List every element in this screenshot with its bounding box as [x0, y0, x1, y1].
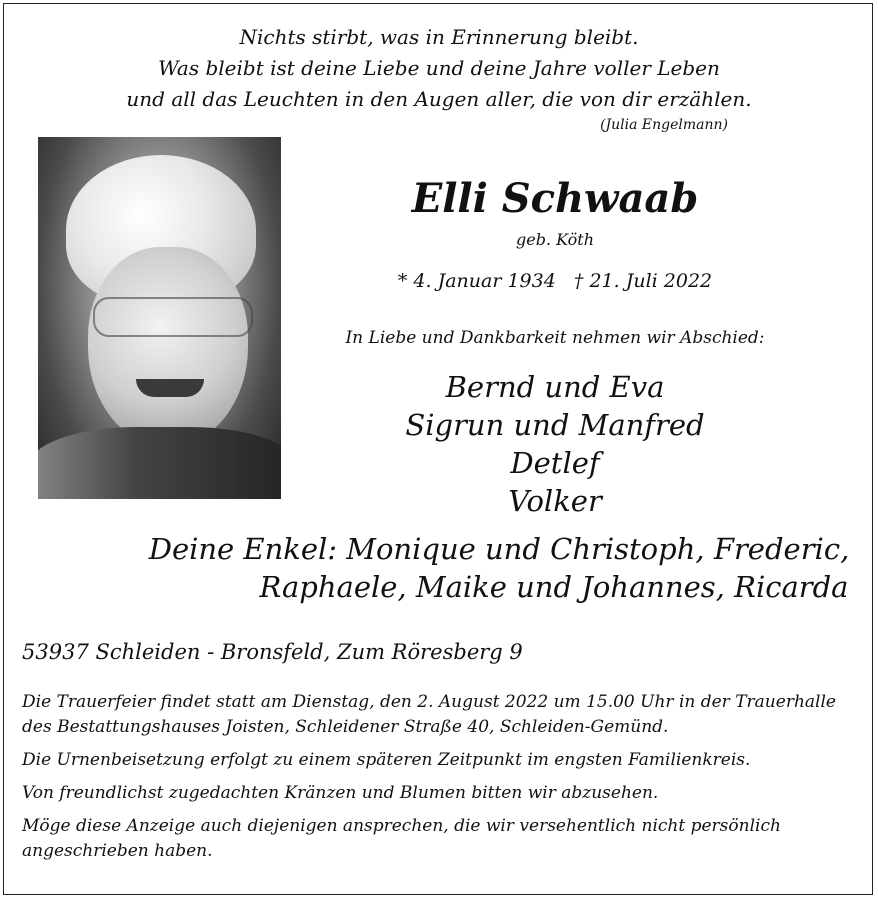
- portrait-smile: [136, 379, 204, 397]
- farewell-intro: In Liebe und Dankbarkeit nehmen wir Abschied:: [345, 328, 765, 348]
- portrait-face: [88, 247, 248, 447]
- deceased-name: Elli Schwaab: [411, 175, 699, 222]
- birth-name: geb. Köth: [515, 230, 594, 249]
- family-list: [282, 368, 828, 520]
- family-member: Volker: [508, 484, 602, 518]
- grandchildren: [0, 530, 878, 606]
- details-paragraph: Die Trauerfeier findet statt am Dienstag, den 2. August 2022 um 15.00 Uhr in der Trauerhalle des Bestattungshauses Joisten, Schleidener Straße 40, Schleiden-Gemünd.: [22, 692, 836, 737]
- funeral-details: [22, 690, 854, 872]
- grandchildren-line: Raphaele, Maike und Johannes, Ricarda: [259, 570, 849, 604]
- family-member: Bernd und Eva: [445, 370, 665, 404]
- family-member: Detlef: [510, 446, 600, 480]
- poem-line: und all das Leuchten in den Augen aller, die von dir erzählen.: [126, 87, 752, 111]
- details-paragraph: Möge diese Anzeige auch diejenigen ansprechen, die wir versehentlich nicht persönlich angeschrieben haben.: [22, 816, 781, 861]
- details-paragraph: Von freundlichst zugedachten Kränzen und Blumen bitten wir abzusehen.: [22, 783, 659, 803]
- portrait-glasses: [93, 297, 253, 337]
- poem-author: (Julia Engelmann): [600, 117, 728, 133]
- life-dates: * 4. Januar 1934 † 21. Juli 2022: [397, 270, 713, 292]
- portrait-photo: [38, 137, 281, 499]
- family-member: Sigrun und Manfred: [405, 408, 705, 442]
- family-address: 53937 Schleiden - Bronsfeld, Zum Röresberg 9: [22, 640, 523, 664]
- grandchildren-line: Deine Enkel: Monique und Christoph, Frederic,: [148, 532, 850, 566]
- portrait-shoulders: [38, 427, 281, 499]
- poem-line: Nichts stirbt, was in Erinnerung bleibt.: [239, 25, 639, 49]
- poem-line: Was bleibt ist deine Liebe und deine Jahre voller Leben: [158, 56, 720, 80]
- details-paragraph: Die Urnenbeisetzung erfolgt zu einem späteren Zeitpunkt im engsten Familienkreis.: [22, 750, 751, 770]
- poem: [0, 22, 878, 115]
